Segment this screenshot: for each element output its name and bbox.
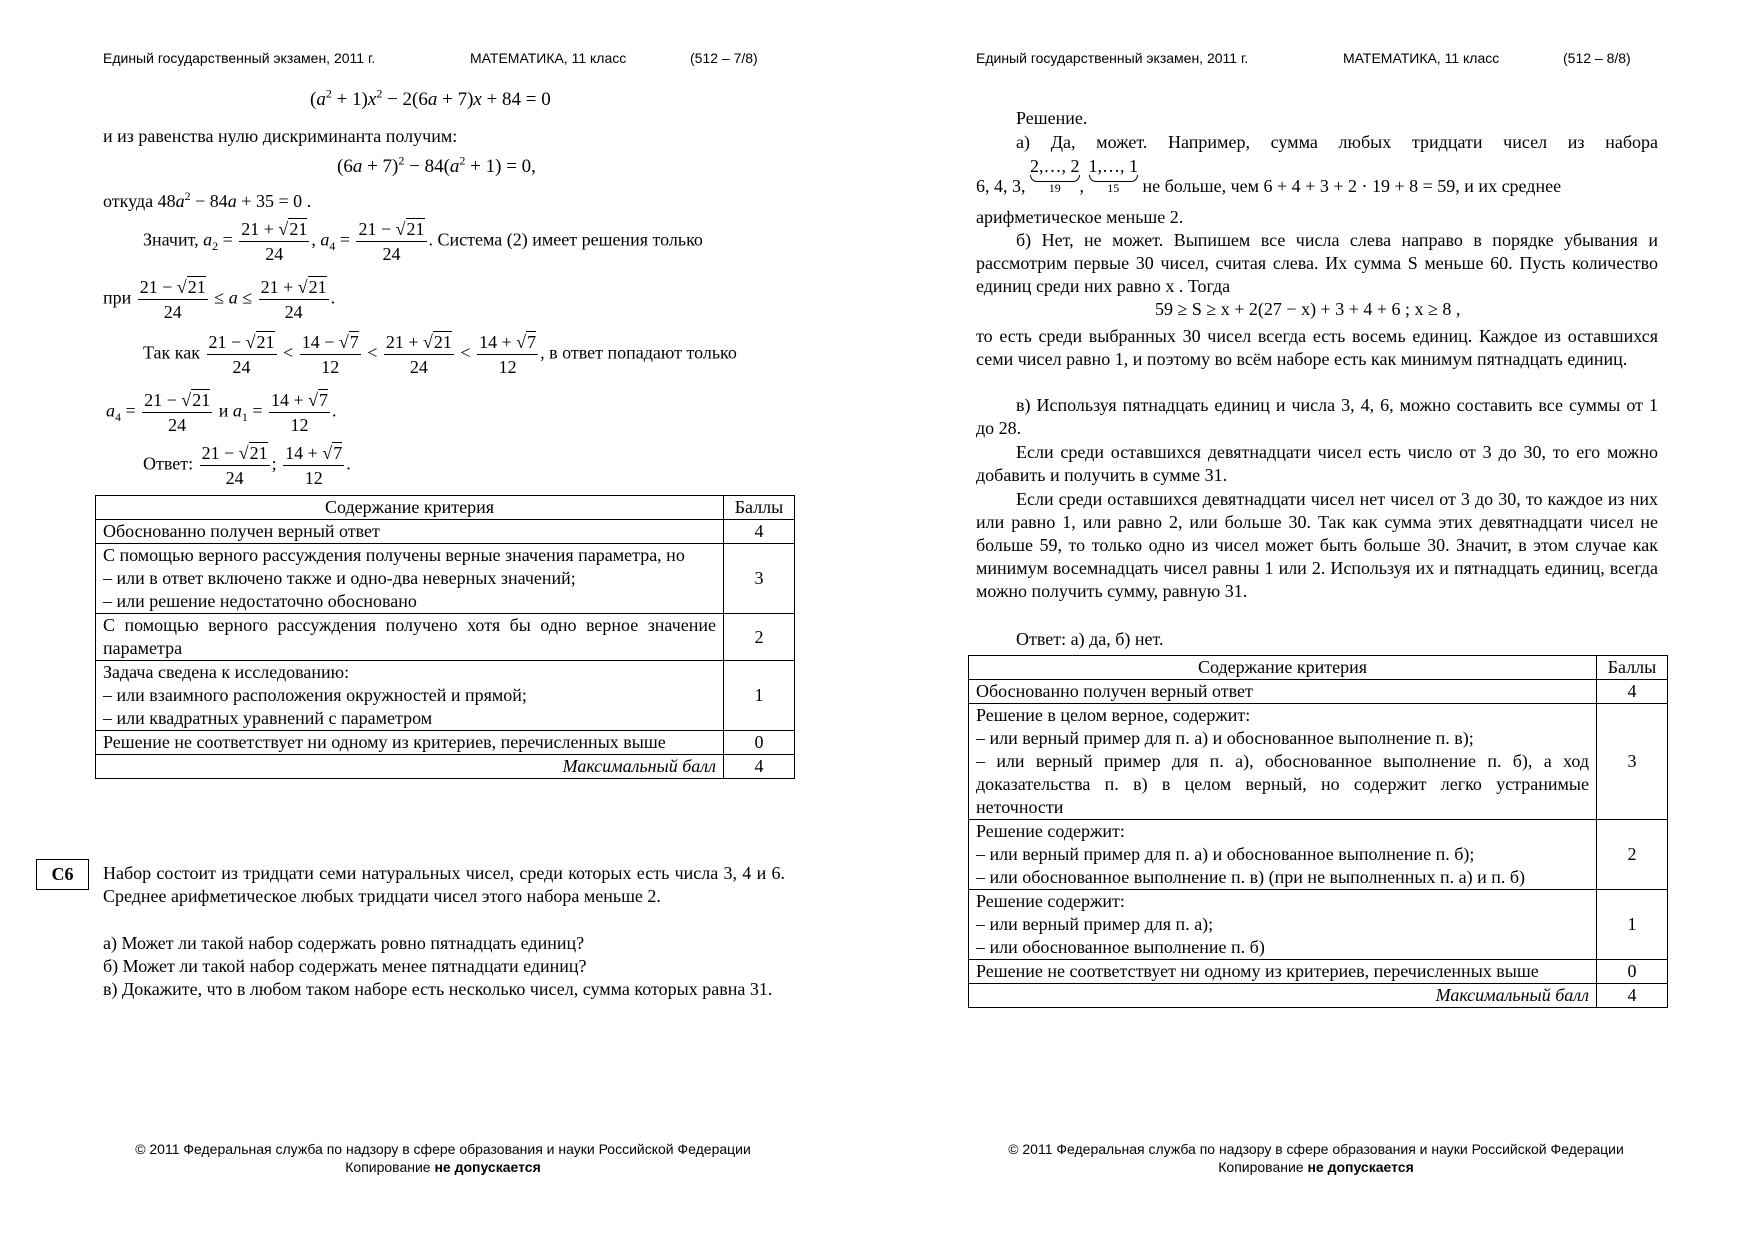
table-header-row <box>969 656 1668 680</box>
part-b-text1: б) Нет, не может. Выпишем все числа слева направо в порядке убывания и рассмотрим первые 30 чисел, считая слева. Их сумма S меньше 60. Пусть количество единиц среди них равно x . Тогда <box>976 230 1658 296</box>
part-a-example: 6, 4, 3, 2,…, 2 19 , 1,…, 1 15 не больше, чем 6 + 4 + 3 + 2 · 19 + 8 = 59, и их среднее <box>976 156 1562 196</box>
header-page-number: (512 – 7/8) <box>690 50 758 66</box>
criteria-cell: Обоснованно получен верный ответ <box>969 680 1597 704</box>
header-criteria-cell: Содержание критерия <box>96 496 724 520</box>
whence-word: откуда <box>103 191 154 211</box>
znachit-word: Значит, <box>143 229 199 250</box>
answer-line: Ответ: $\frac{21 - √21}{24}$ ; $\frac{14 + √7}{12}$ . <box>143 443 351 488</box>
criteria-cell: С помощью верного рассуждения получено хотя бы одно верное значение параметра <box>96 614 724 661</box>
criteria-table-left <box>95 495 795 779</box>
selected-roots-line: $a_4$ = $\frac{21 - √21}{24}$ и $a_1$ = $\frac{14 + √7}{12}$ . <box>106 390 337 435</box>
task-label-c6: С6 <box>36 859 89 890</box>
table-row <box>96 661 795 731</box>
answer-label: Ответ: <box>143 453 194 474</box>
copy-prefix: Копирование <box>1218 1159 1308 1175</box>
table-row <box>96 614 795 661</box>
points-cell: 4 <box>724 520 795 544</box>
comparison-line: Так как $\frac{21 - √21}{24}$ < $\frac{14 - √7}{12}$ < $\frac{21 + √21}{24}$ < $\frac{14 + √7}{12}$ , в ответ попадают только <box>143 332 737 377</box>
max-points-cell: 4 <box>1597 984 1668 1008</box>
points-cell: 3 <box>1597 704 1668 820</box>
points-cell: 1 <box>724 661 795 731</box>
table-row <box>96 544 795 614</box>
part-b-text2: то есть среди выбранных 30 чисел всегда есть восемь единиц. Каждое из оставшихся семи чисел равно 1, и поэтому во всём наборе есть как минимум пятнадцать единиц. <box>976 326 1658 369</box>
pri-word: при <box>103 287 132 308</box>
footer <box>118 1140 768 1176</box>
discriminant-equation: $(6a + 7)^2 - 84(a^2 + 1) = 0$, <box>337 153 536 177</box>
part-b-formula: 59 ≥ S ≥ x + 2(27 − x) + 3 + 4 + 6 ; x ≥ 8 , <box>1155 299 1461 319</box>
criteria-cell: Решение не соответствует ни одному из критериев, перечисленных выше <box>96 731 724 755</box>
points-cell: 0 <box>724 731 795 755</box>
table-max-row <box>96 755 795 779</box>
copy-forbidden: не допускается <box>434 1159 541 1175</box>
header-subject: МАТЕМАТИКА, 11 класс <box>1343 50 1500 66</box>
part-c-text3: Если среди оставшихся девятнадцати чисел нет чисел от 3 до 30, то каждое из них или равно 1, или равно 2, или больше 30. Так как сумма этих девятнадцати чисел не больше 59, то только одно из чисел может быть больше 30. Значит, в этом случае как минимум восемнадцать чисел равны 1 или 2. Используя их и пятнадцать единиц, всегда можно получить сумму, равную 31. <box>976 489 1658 601</box>
in-answer-text: , в ответ попадают только <box>540 342 737 363</box>
twos-text: 2,…, 2 <box>1030 156 1080 176</box>
footer-copyright: © 2011 Федеральная служба по надзору в сфере образования и науки Российской Федерации <box>135 1141 751 1157</box>
part-c-text2: Если среди оставшихся девятнадцати чисел есть число от 3 до 30, то его можно добавить и получить в сумме 31. <box>976 442 1658 485</box>
max-points-cell: 4 <box>724 755 795 779</box>
roots-line: Значит, $a_2$ = $\frac{21 + √21}{24}$ , $a_4$ = $\frac{21 - √21}{24}$ . Система (2) имеет решения только <box>143 219 703 264</box>
task-intro: Набор состоит из тридцати семи натуральных чисел, среди которых есть числа 3, 4 и 6. Среднее арифметическое любых тридцати чисел этого набора меньше 2. <box>103 863 785 906</box>
table-row <box>96 731 795 755</box>
tak-kak-word: Так как <box>143 342 200 363</box>
criteria-cell: Задача сведена к исследованию: – или взаимного расположения окружностей и прямой; – или квадратных уравнений с параметром <box>96 661 724 731</box>
task-question-b: б) Может ли такой набор содержать менее пятнадцати единиц? <box>103 956 587 976</box>
a-not-more: не больше, чем <box>1142 176 1260 196</box>
points-cell: 3 <box>724 544 795 614</box>
a-sum: 6 + 4 + 3 + 2 · 19 + 8 = 59 <box>1263 176 1456 196</box>
header-points-cell: Баллы <box>1597 656 1668 680</box>
left-page <box>0 0 873 1239</box>
table-row <box>969 890 1668 960</box>
a-avg: , и их среднее <box>1455 176 1562 196</box>
copy-prefix: Копирование <box>345 1159 435 1175</box>
right-answer: Ответ: а) да, б) нет. <box>1016 629 1164 649</box>
points-cell: 2 <box>1597 820 1668 890</box>
ones-text: 1,…, 1 <box>1088 156 1138 176</box>
criteria-cell: Решение содержит: – или верный пример для п. а); – или обоснованное выполнение п. б) <box>969 890 1597 960</box>
table-row <box>969 680 1668 704</box>
header-criteria-cell: Содержание критерия <box>969 656 1597 680</box>
solution-label: Решение. <box>1016 108 1088 128</box>
ones-group <box>1089 155 1139 194</box>
table-header-row <box>96 496 795 520</box>
header-exam: Единый государственный экзамен, 2011 г. <box>976 50 1249 66</box>
points-cell: 0 <box>1597 960 1668 984</box>
whence-line: откуда $48a^2 - 84a + 35 = 0$ . <box>103 189 312 211</box>
table-row <box>969 704 1668 820</box>
part-a-tail: арифметическое меньше 2. <box>976 207 1184 227</box>
footer-copy-line <box>991 1158 1641 1176</box>
copy-forbidden: не допускается <box>1307 1159 1414 1175</box>
footer-copy-line <box>118 1158 768 1176</box>
points-cell: 1 <box>1597 890 1668 960</box>
count-19: 19 <box>1048 181 1061 195</box>
quadratic-equation: $(a^2 + 1)x^2 - 2(6a + 7)x + 84 = 0$ <box>310 86 551 110</box>
table-row <box>969 820 1668 890</box>
footer-copyright: © 2011 Федеральная служба по надзору в сфере образования и науки Российской Федерации <box>1008 1141 1624 1157</box>
criteria-cell: Обоснованно получен верный ответ <box>96 520 724 544</box>
criteria-cell: С помощью верного рассуждения получены верные значения параметра, но – или в ответ включено также и одно-два неверных значений; – или решение недостаточно обосновано <box>96 544 724 614</box>
max-label-cell: Максимальный балл <box>969 984 1597 1008</box>
system-text: . Система (2) имеет решения только <box>428 229 703 250</box>
count-15: 15 <box>1107 181 1120 195</box>
criteria-cell: Решение не соответствует ни одному из критериев, перечисленных выше <box>969 960 1597 984</box>
interval-line: при $\frac{21 - √21}{24}$ ≤ a ≤ $\frac{21 + √21}{24}$ . <box>103 277 336 322</box>
part-a-lead: а) Да, может. Например, сумма любых тридцати чисел из набора <box>1016 132 1658 152</box>
discriminant-intro: и из равенства нулю дискриминанта получим: <box>103 126 458 146</box>
table-row <box>96 520 795 544</box>
table-row <box>969 960 1668 984</box>
points-cell: 2 <box>724 614 795 661</box>
header-subject: МАТЕМАТИКА, 11 класс <box>470 50 627 66</box>
header-points-cell: Баллы <box>724 496 795 520</box>
right-page <box>873 0 1746 1239</box>
a-nums: 6, 4, 3, <box>976 176 1026 196</box>
task-question-c: в) Докажите, что в любом таком наборе есть несколько чисел, сумма которых равна 31. <box>103 979 773 999</box>
header-exam: Единый государственный экзамен, 2011 г. <box>103 50 376 66</box>
table-max-row <box>969 984 1668 1008</box>
task-question-a: а) Может ли такой набор содержать ровно пятнадцать единиц? <box>103 933 585 953</box>
criteria-cell: Решение содержит: – или верный пример для п. а) и обоснованное выполнение п. б); – или обоснованное выполнение п. в) (при не выполненных п. а) и п. б) <box>969 820 1597 890</box>
max-label-cell: Максимальный балл <box>96 755 724 779</box>
header-page-number: (512 – 8/8) <box>1563 50 1631 66</box>
footer <box>991 1140 1641 1176</box>
criteria-table-right <box>968 655 1668 1008</box>
criteria-cell: Решение в целом верное, содержит: – или верный пример для п. а) и обоснованное выполнение п. в); – или верный пример для п. а), обоснованное выполнение п. б), а ход доказательства п. в) в целом верный, но содержит легко устранимые неточности <box>969 704 1597 820</box>
twos-group <box>1030 155 1080 194</box>
part-c-text1: в) Используя пятнадцать единиц и числа 3, 4, 6, можно составить все суммы от 1 до 28. <box>976 395 1658 438</box>
and-word: и <box>218 400 229 421</box>
points-cell: 4 <box>1597 680 1668 704</box>
